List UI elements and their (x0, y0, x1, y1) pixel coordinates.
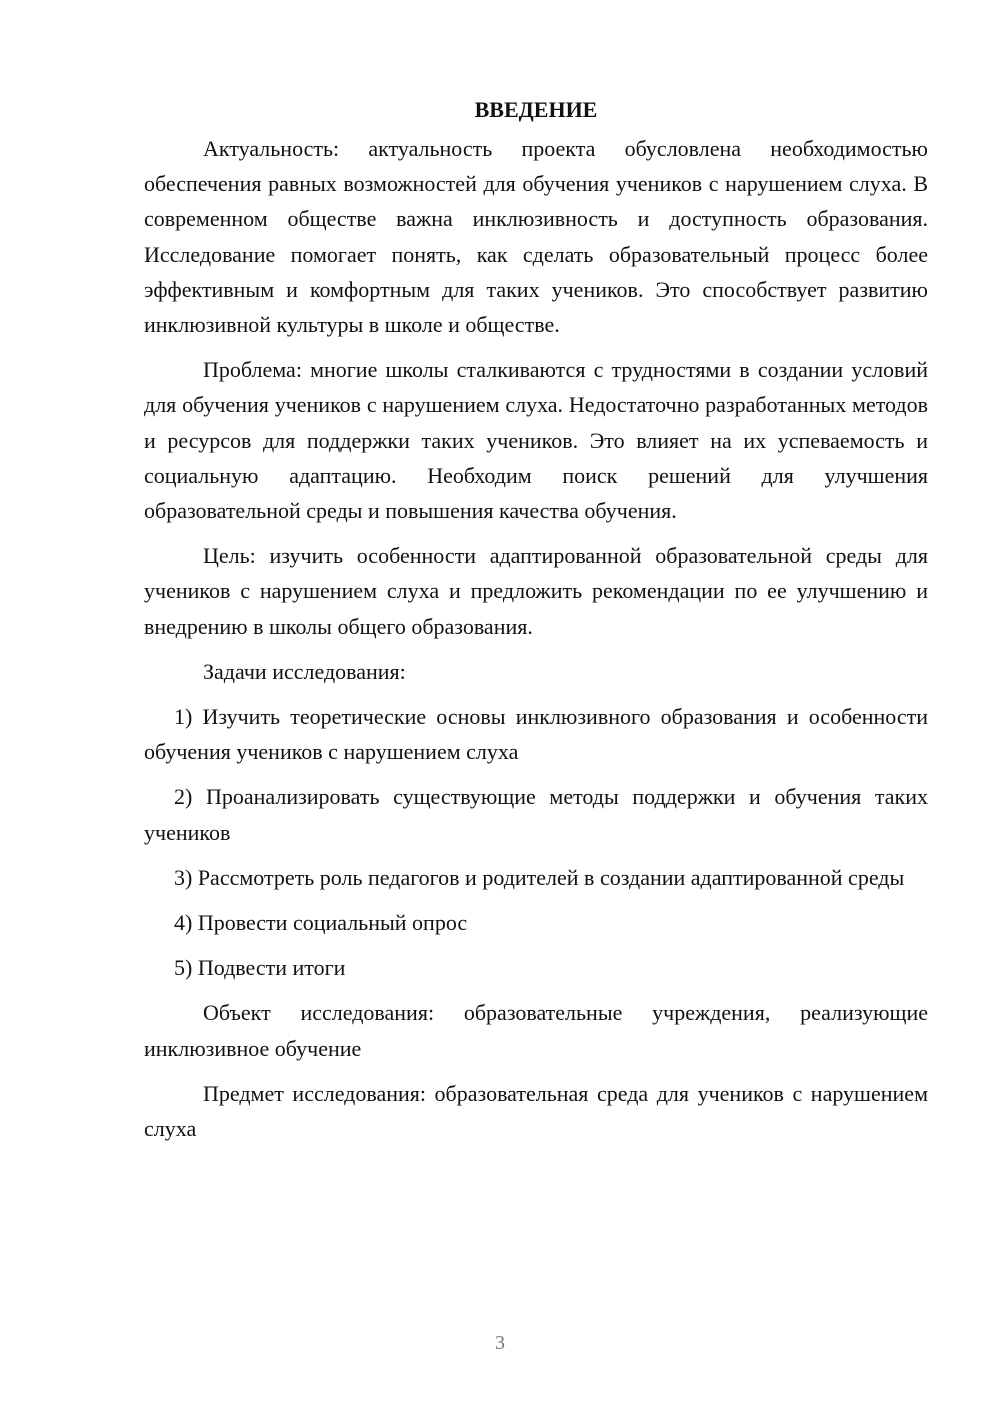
object-paragraph: Объект исследования: образовательные учреждения, реализующие инклюзивное обучение (144, 1000, 928, 1061)
page-title: ВВЕДЕНИЕ (474, 97, 598, 122)
task-item-4: 4) Провести социальный опрос (174, 910, 468, 936)
task-item-1: 1) Изучить теоретические основы инклюзивного образования и особенности обучения учеников с нарушением слуха (144, 704, 928, 765)
task-item-3: 3) Рассмотреть роль педагогов и родителей в создании адаптированной среды (174, 864, 905, 890)
problem-paragraph: Проблема: многие школы сталкиваются с трудностями в создании условий для обучения учеников с нарушением слуха. Недостаточно разработанных методов и ресурсов для поддержки таких учеников. Это влияет на их успеваемость и социальную адаптацию. Необходим поиск решений для улучшения образовательной среды и повышения качества обучения. (144, 357, 928, 524)
document-page (144, 92, 928, 1146)
task-item-5: 5) Подвести итоги (174, 955, 346, 981)
relevance-paragraph: Актуальность: актуальность проекта обусловлена необходимостью обеспечения равных возможностей для обучения учеников с нарушением слуха. В современном обществе важна инклюзивность и доступность образования. Исследование помогает понять, как сделать образовательный процесс более эффективным и комфортным для таких учеников. Это способствует развитию инклюзивной культуры в школе и обществе. (144, 136, 928, 338)
task-item-2: 2) Проанализировать существующие методы поддержки и обучения таких учеников (144, 784, 928, 845)
subject-paragraph: Предмет исследования: образовательная среда для учеников с нарушением слуха (144, 1080, 928, 1142)
page-number: 3 (495, 1332, 505, 1354)
tasks-heading: Задачи исследования: (203, 658, 406, 684)
goal-paragraph: Цель: изучить особенности адаптированной образовательной среды для учеников с нарушением слуха и предложить рекомендации по ее улучшению и внедрению в школы общего образования. (144, 543, 928, 639)
